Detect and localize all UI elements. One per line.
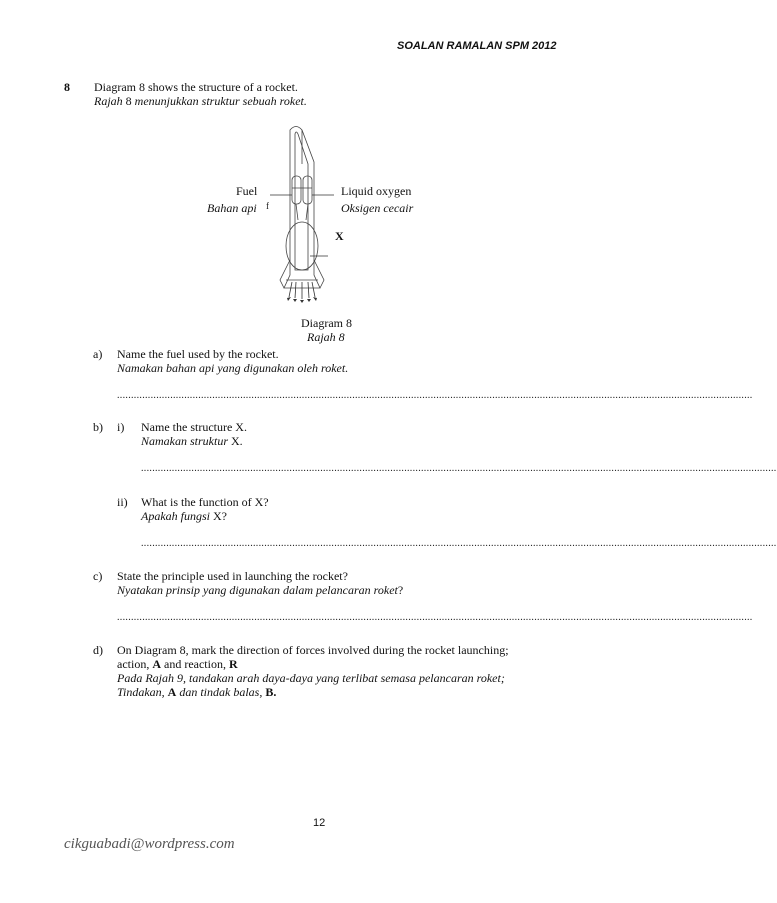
part-b-ii-en: What is the function of X?	[141, 495, 269, 509]
part-b-ii-ms-italic: Apakah fungsi	[141, 509, 210, 523]
part-b-i-ms-rest: X.	[228, 434, 243, 448]
part-d-ms2-B: B.	[265, 685, 277, 699]
question-number: 8	[64, 80, 70, 94]
part-d-en2-A: A	[152, 657, 161, 671]
answer-line-b-ii[interactable]: ...................................................................................................................................................................................................................................	[141, 538, 777, 549]
part-d-en1: On Diagram 8, mark the direction of forces involved during the rocket launching;	[117, 643, 509, 657]
stem-ms-num: 8	[122, 94, 135, 108]
part-b-i-label: i)	[117, 420, 125, 434]
page-number: 12	[313, 817, 326, 829]
part-d-en2-b: and reaction,	[161, 657, 229, 671]
part-d-ms2	[117, 685, 276, 699]
part-b-i-ms	[141, 434, 243, 448]
part-d-en2	[117, 657, 238, 671]
part-d-en2-R: R	[228, 657, 238, 671]
part-b-ii-ms-rest: X?	[210, 509, 227, 523]
stem-ms-rajah: Rajah	[94, 94, 123, 108]
page-header: SOALAN RAMALAN SPM 2012	[397, 40, 557, 52]
part-b-i-ms-italic: Namakan struktur	[141, 434, 228, 448]
answer-line-c[interactable]: ...................................................................................................................................................................................................................................	[117, 612, 753, 623]
part-a-label: a)	[93, 347, 103, 361]
diagram-caption-en: Diagram 8	[301, 316, 352, 330]
label-fuel-en: Fuel	[236, 184, 258, 198]
label-oxygen-ms: Oksigen cecair	[341, 201, 414, 215]
part-c-ms-end: ?	[397, 583, 404, 597]
tick-mark: f	[266, 201, 269, 211]
rocket-right-fin	[314, 260, 324, 288]
part-a-en: Name the fuel used by the rocket.	[117, 347, 279, 361]
question-stem-en: Diagram 8 shows the structure of a rocket.	[94, 80, 298, 94]
part-c-ms-italic: Nyatakan prinsip yang digunakan dalam pelancaran roket	[117, 583, 398, 597]
exhaust-arrows	[289, 282, 315, 299]
footer-site: cikguabadi@wordpress.com	[64, 836, 235, 852]
part-c-ms	[117, 583, 403, 597]
part-d-ms2-a: Tindakan,	[117, 685, 168, 699]
diagram-caption-ms: Rajah 8	[307, 330, 345, 344]
part-d-label: d)	[93, 643, 103, 657]
part-d-en2-a: action,	[117, 657, 153, 671]
stem-ms-rest: menunjukkan struktur sebuah roket.	[134, 94, 307, 108]
part-b-ii-ms	[141, 509, 227, 523]
part-d-ms2-b: dan tindak balas,	[176, 685, 266, 699]
label-fuel-ms: Bahan api	[207, 201, 257, 215]
answer-line-a[interactable]: ...................................................................................................................................................................................................................................	[117, 390, 753, 401]
part-a-ms: Namakan bahan api yang digunakan oleh roket.	[117, 361, 349, 375]
label-x: X	[335, 229, 344, 243]
rocket-left-fin	[280, 260, 290, 288]
part-b-label: b)	[93, 420, 103, 434]
answer-line-b-i[interactable]: ...................................................................................................................................................................................................................................	[141, 463, 777, 474]
question-stem-ms	[94, 94, 307, 108]
part-b-ii-label: ii)	[117, 495, 128, 509]
part-c-label: c)	[93, 569, 103, 583]
part-b-i-en: Name the structure X.	[141, 420, 247, 434]
part-d-ms1: Pada Rajah 9, tandakan arah daya-daya yang terlibat semasa pelancaran roket;	[117, 671, 505, 685]
part-d-ms2-A: A	[167, 685, 177, 699]
label-oxygen-en: Liquid oxygen	[341, 184, 412, 198]
part-c-en: State the principle used in launching the rocket?	[117, 569, 348, 583]
